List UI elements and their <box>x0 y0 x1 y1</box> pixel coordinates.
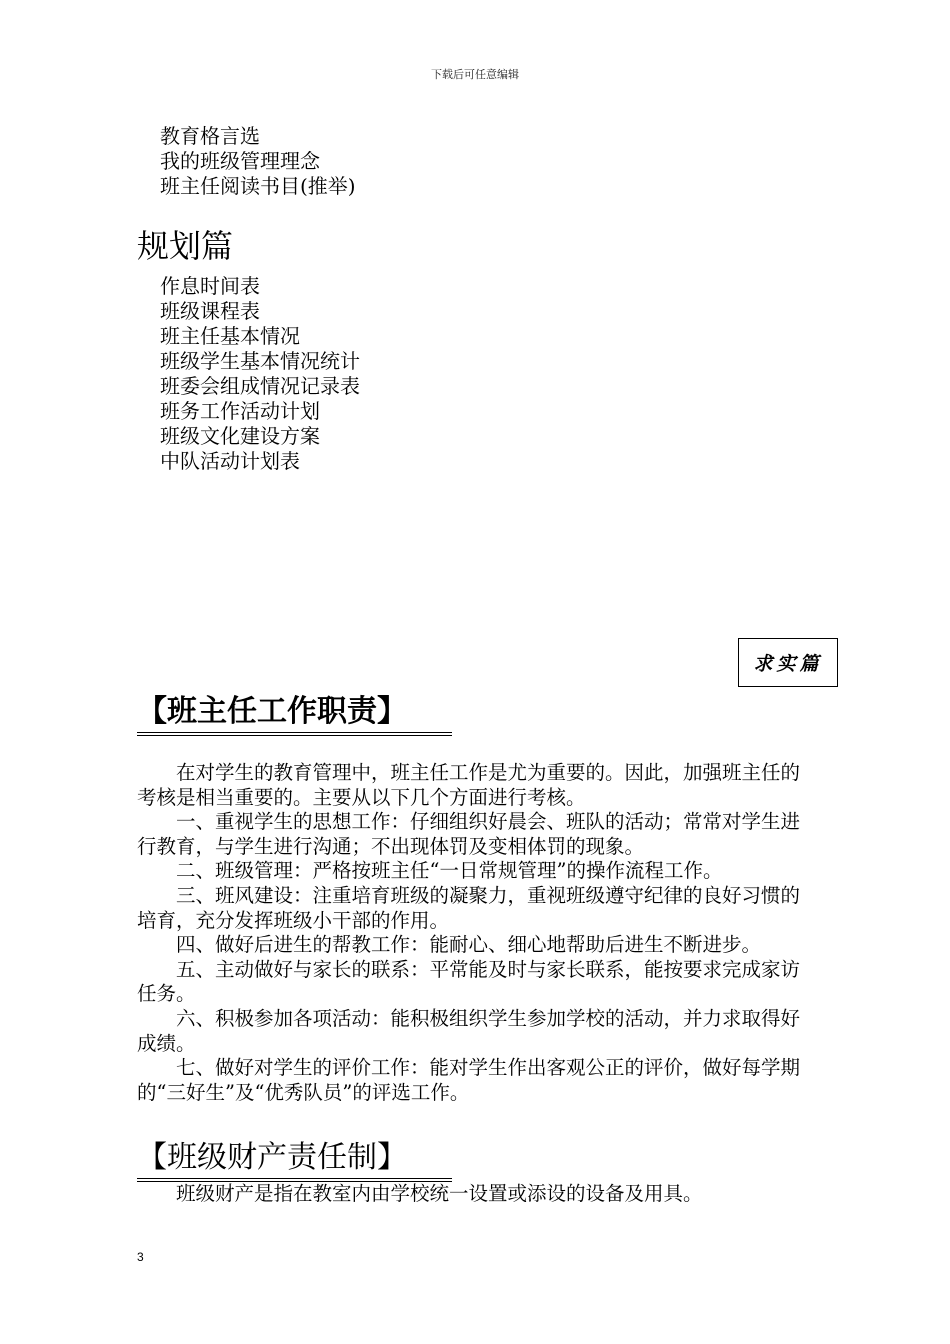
planning-list <box>160 274 360 474</box>
list-item: 教育格言选 <box>160 124 260 148</box>
property-body <box>137 1182 817 1207</box>
list-item: 班级学生基本情况统计 <box>160 349 360 373</box>
paragraph: 三、班风建设：注重培育班级的凝聚力，重视班级遵守纪律的良好习惯的培育，充分发挥班级小干部的作用。 <box>137 883 801 932</box>
list-item: 班务工作活动计划 <box>160 399 320 423</box>
paragraph: 一、重视学生的思想工作：仔细组织好晨会、班队的活动；常常对学生进行教育，与学生进行沟通；不出现体罚及变相体罚的现象。 <box>137 810 801 858</box>
list-item: 我的班级管理理念 <box>160 149 320 173</box>
head-teacher-duties-heading: 【班主任工作职责】 <box>137 692 452 736</box>
pragmatic-section-box <box>738 638 838 687</box>
page-number: 3 <box>137 1250 144 1264</box>
paragraph: 在对学生的教育管理中，班主任工作是尤为重要的。因此，加强班主任的考核是相当重要的。主要从以下几个方面进行考核。 <box>137 761 801 809</box>
paragraph: 班级财产是指在教室内由学校统一设置或添设的设备及用具。 <box>176 1182 703 1205</box>
guidance-list <box>160 124 356 199</box>
planning-section-title: 规划篇 <box>137 227 234 265</box>
paragraph: 四、做好后进生的帮教工作：能耐心、细心地帮助后进生不断进步。 <box>176 933 762 957</box>
paragraph: 七、做好对学生的评价工作：能对学生作出客观公正的评价，做好每学期的“三好生”及“优秀队员”的评选工作。 <box>137 1056 801 1104</box>
list-item: 中队活动计划表 <box>160 449 300 473</box>
list-item: 班级文化建设方案 <box>160 424 320 448</box>
list-item: 班主任基本情况 <box>160 324 300 348</box>
page-header-note: 下载后可任意编辑 <box>431 68 519 81</box>
list-item: 作息时间表 <box>160 274 260 298</box>
list-item: 班委会组成情况记录表 <box>160 374 360 398</box>
paragraph: 五、主动做好与家长的联系：平常能及时与家长联系，能按要求完成家访任务。 <box>137 957 801 1006</box>
list-item: 班级课程表 <box>160 299 260 323</box>
paragraph: 二、班级管理：严格按班主任“一日常规管理”的操作流程工作。 <box>176 859 723 883</box>
pragmatic-section-label: 求实篇 <box>753 653 823 675</box>
duties-body <box>137 761 817 1105</box>
paragraph: 六、积极参加各项活动：能积极组织学生参加学校的活动，并力求取得好成绩。 <box>137 1006 801 1055</box>
class-property-heading: 【班级财产责任制】 <box>137 1138 452 1182</box>
list-item: 班主任阅读书目(推举) <box>160 174 356 198</box>
